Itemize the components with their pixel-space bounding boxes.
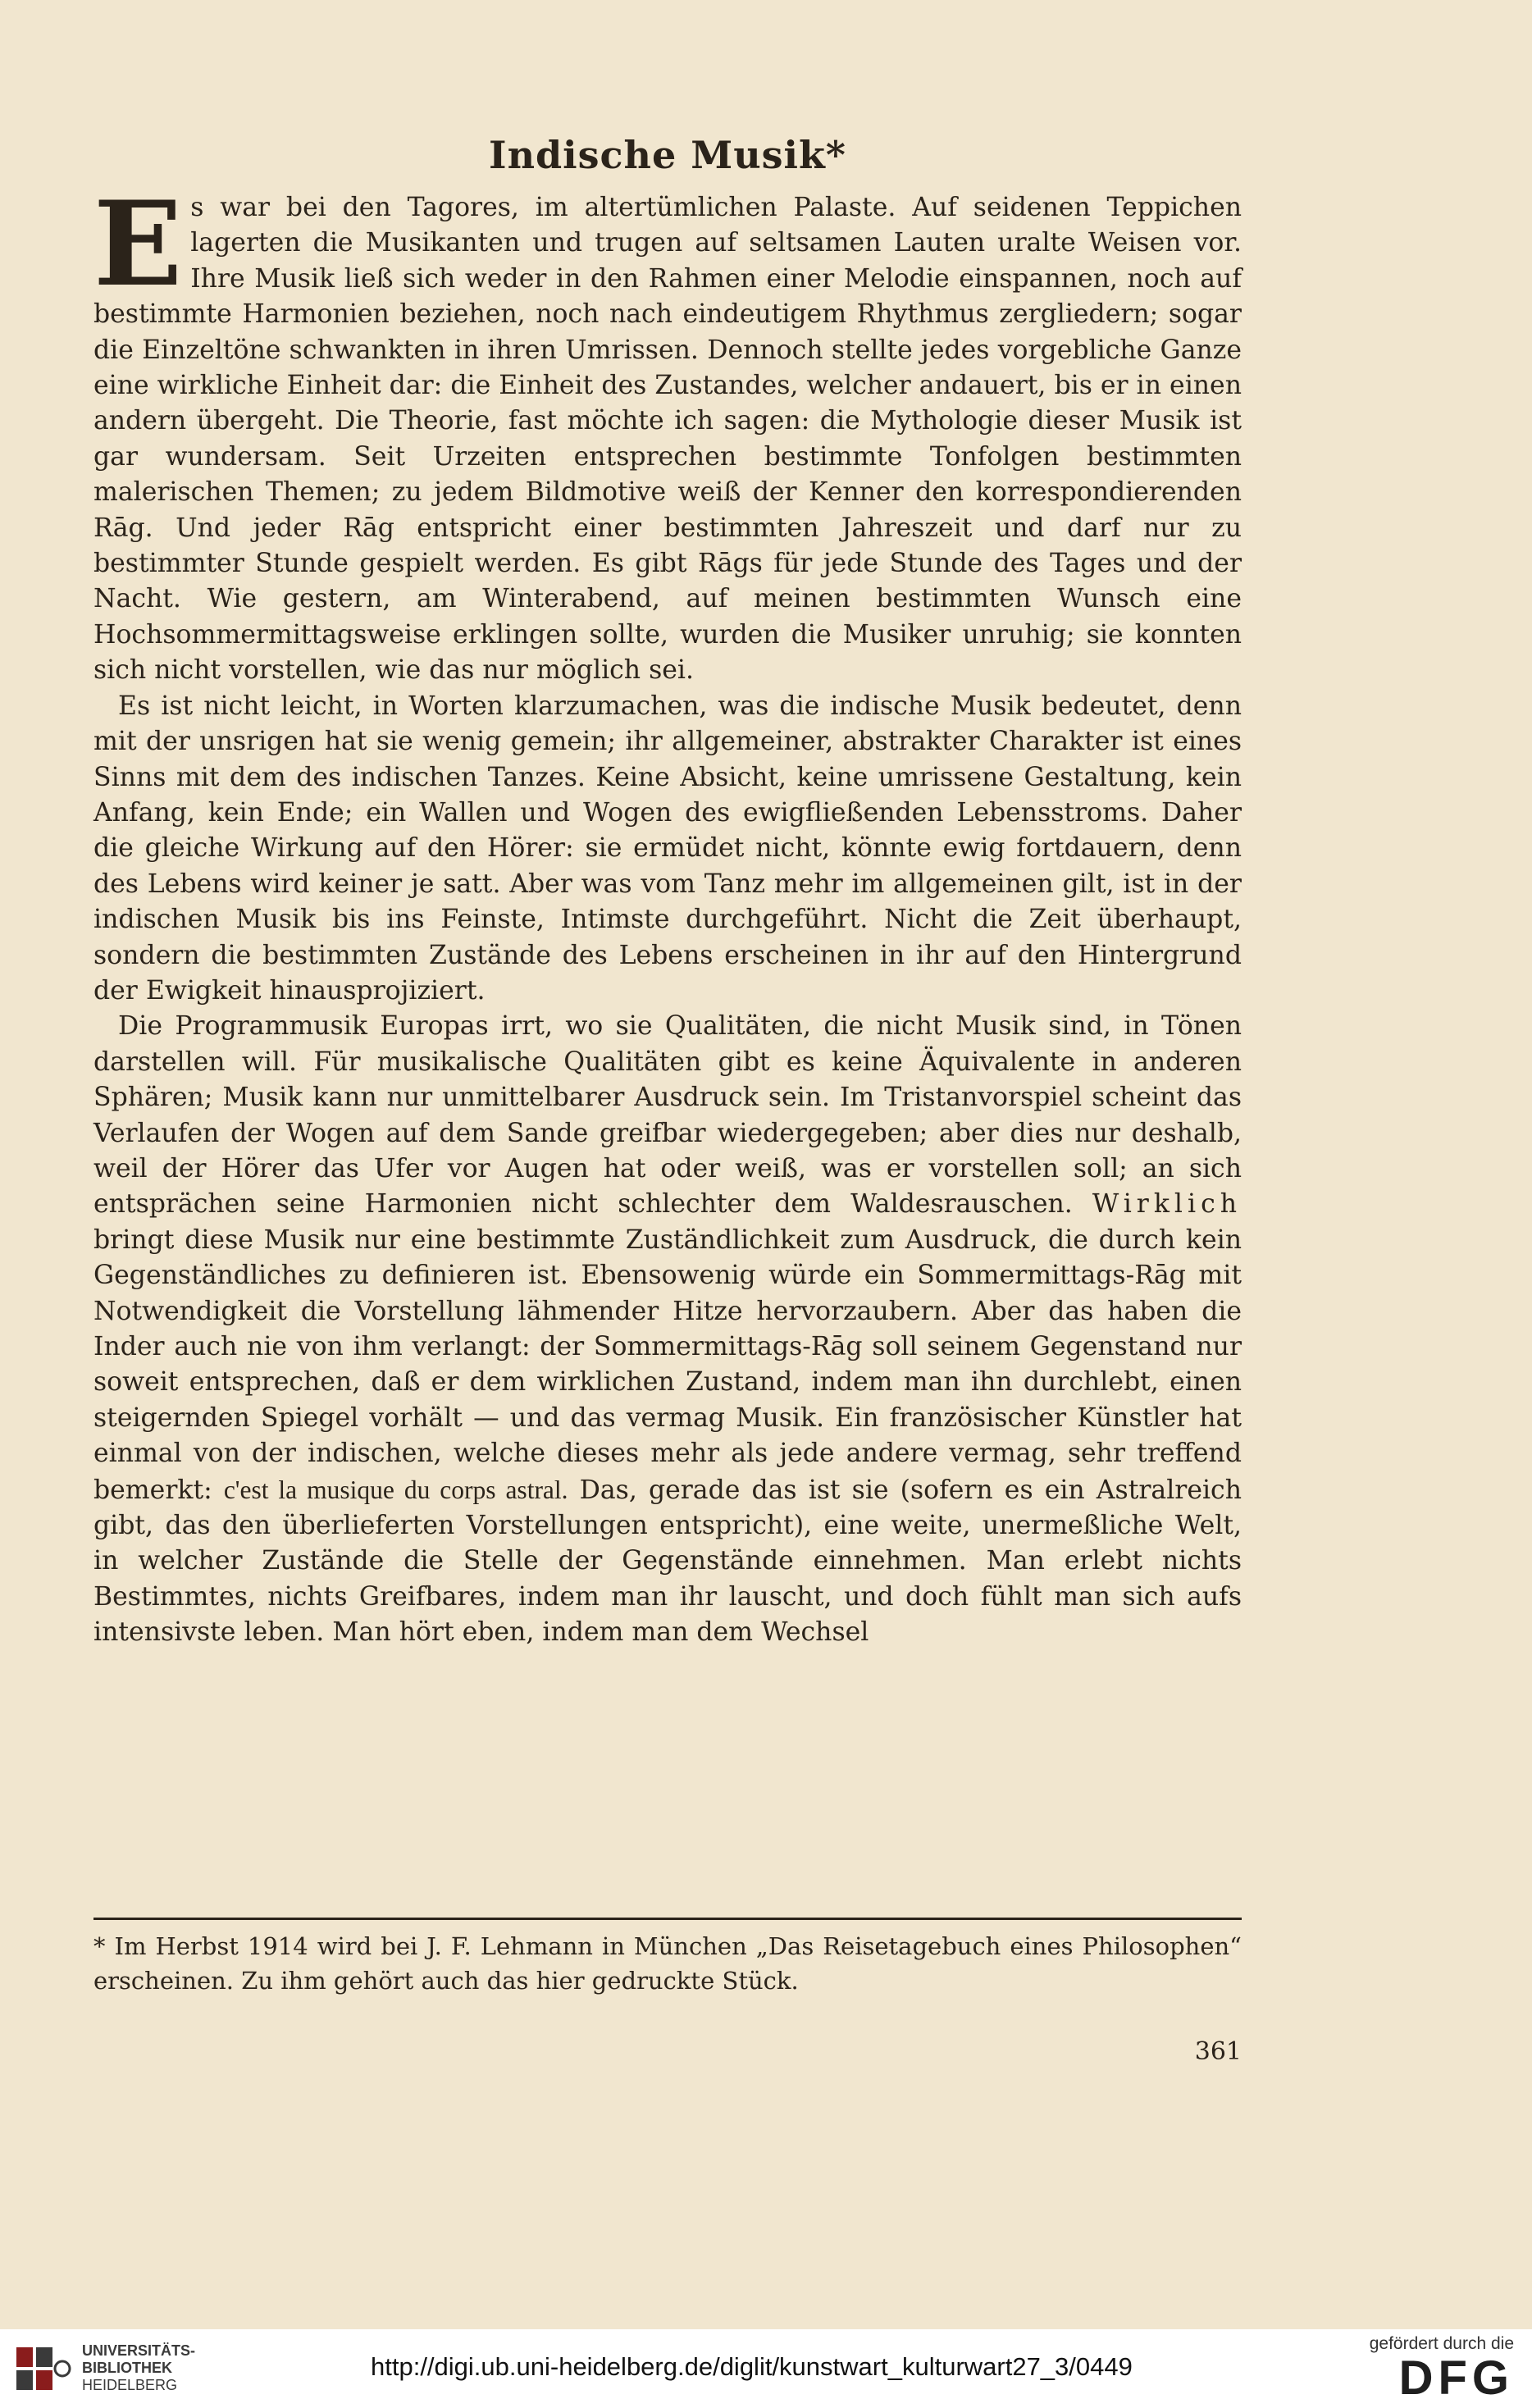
paragraph-3-text-a: Die Programmusik Europas irrt, wo sie Qualitäten, die nicht Musik sind, in Tönen darstellen will. Für musikalische Qualitäten gibt es keine Äquivalente in anderen Sphären; Musik kann nur unmittelbarer Ausdruck sein. Im Tristanvorspiel scheint das Verlaufen der Wogen auf dem Sande greifbar wiedergegeben; aber dies nur deshalb, weil der Hörer das Ufer vor Augen hat oder weiß, was er vorstellen soll; an sich entsprächen seine Harmonien nicht schlechter dem Waldesrauschen. [93,1011,1242,1220]
library-line-3: HEIDELBERG [82,2377,178,2393]
paragraph-1-text: s war bei den Tagores, im altertümlichen Palaste. Auf seidenen Teppichen lagerten die Musikanten und trugen auf seltsamen Lauten uralte Weisen vor. Ihre Musik ließ sich weder in den Rahmen einer Melodie einspannen, noch auf bestimmte Harmonien beziehen, noch nach eindeutigem Rhythmus zergliedern; sogar die Einzeltöne schwankten in ihren Umrissen. Dennoch stellte jedes vorgebliche Ganze eine wirkliche Einheit dar: die Einheit des Zustandes, welcher andauert, bis er in einen andern übergeht. Die Theorie, fast möchte ich sagen: die Mythologie dieser Musik ist gar wundersam. Seit Urzeiten entsprechen bestimmte Tonfolgen bestimmten malerischen Themen; zu jedem Bildmotive weiß der Kenner den korrespondierenden Rāg. Und jeder Rāg entspricht einer bestimmten Jahreszeit und darf nur zu bestimmter Stunde gespielt werden. Es gibt Rāgs für jede Stunde des Tages und der Nacht. Wie gestern, am Winterabend, auf meinen bestimmten Wunsch eine Hochsommermittagsweise erklingen sollte, wurden die Musiker unruhig; sie konnten sich nicht vorstellen, wie das nur möglich sei. [93,193,1242,686]
page-number: 361 [1194,2037,1242,2066]
footnote: * Im Herbst 1914 wird bei J. F. Lehmann in München „Das Reisetagebuch eines Philosophen“ erscheinen. Zu ihm gehört auch das hier gedruckte Stück. [93,1932,1242,1995]
library-name [82,2342,195,2394]
permalink-url[interactable]: http://digi.ub.uni-heidelberg.de/diglit/kunstwart_kulturwart27_3/0449 [371,2352,1133,2381]
drop-cap: E [93,176,183,312]
footnote-rule [93,1918,1242,1920]
library-line-1: UNIVERSITÄTS- [82,2342,196,2359]
library-line-2: BIBLIOTHEK [82,2360,172,2376]
dfg-logo: DFG [1398,2351,1514,2405]
article [93,131,1242,1651]
funder-label: gefördert durch die [1369,2334,1514,2353]
university-seal-icon [15,2344,72,2395]
paragraph-3-text-e: Das, gerade das ist sie (sofern es ein Astralreich gibt, das den überlieferten Vorstellungen entspricht), eine weite, unermeßliche Welt, in welcher Zustände die Stelle der Gegenstände einnehmen. Man erlebt nichts Bestimmtes, nichts Greifbares, indem man ihr lauscht, und doch fühlt man sich aufs intensivste leben. Man hört eben, indem man dem Wechsel [93,1475,1242,1648]
french-quote: c'est la musique du corps astral. [223,1475,568,1504]
emphasis-wirklich: Wirklich [1092,1189,1242,1220]
paragraph-2: Es ist nicht leicht, in Worten klarzumachen, was die indische Musik bedeutet, denn mit der unsrigen hat sie wenig gemein; ihr allgemeiner, abstrakter Charakter ist eines Sinns mit dem des indischen Tanzes. Keine Absicht, keine umrissene Gestaltung, kein Anfang, kein Ende; ein Wallen und Wogen des ewigfließenden Lebensstroms. Daher die gleiche Wirkung auf den Hörer: sie ermüdet nicht, könnte ewig fortdauern, denn des Lebens wird keiner je satt. Aber was vom Tanz mehr im allgemeinen gilt, ist in der indischen Musik bis ins Feinste, Intimste durchgeführt. Nicht die Zeit überhaupt, sondern die bestimmten Zustände des Lebens erscheinen in ihr auf den Hintergrund der Ewigkeit hinausprojiziert. [93,691,1242,1006]
digitization-footer [0,2329,1532,2408]
article-title: Indische Musik* [489,133,846,177]
paragraph-1 [93,176,1242,689]
paragraph-3-text-c: bringt diese Musik nur eine bestimmte Zuständlichkeit zum Ausdruck, die durch kein Gegenständliches zu definieren ist. Ebensowenig würde ein Sommermittags-Rāg mit Notwendigkeit die Vorstellung lähmender Hitze hervorzaubern. Aber das haben die Inder auch nie von ihm verlangt: der Sommermittags-Rāg soll seinem Gegenstand nur soweit entsprechen, daß er dem wirklichen Zustand, indem man ihn durchlebt, einen steigernden Spiegel vorhält — und das vermag Musik. Ein französischer Künstler hat einmal von der indischen, welche dieses mehr als jede andere vermag, sehr treffend bemerkt: [93,1225,1242,1505]
paragraph-3 [93,1009,1242,1650]
